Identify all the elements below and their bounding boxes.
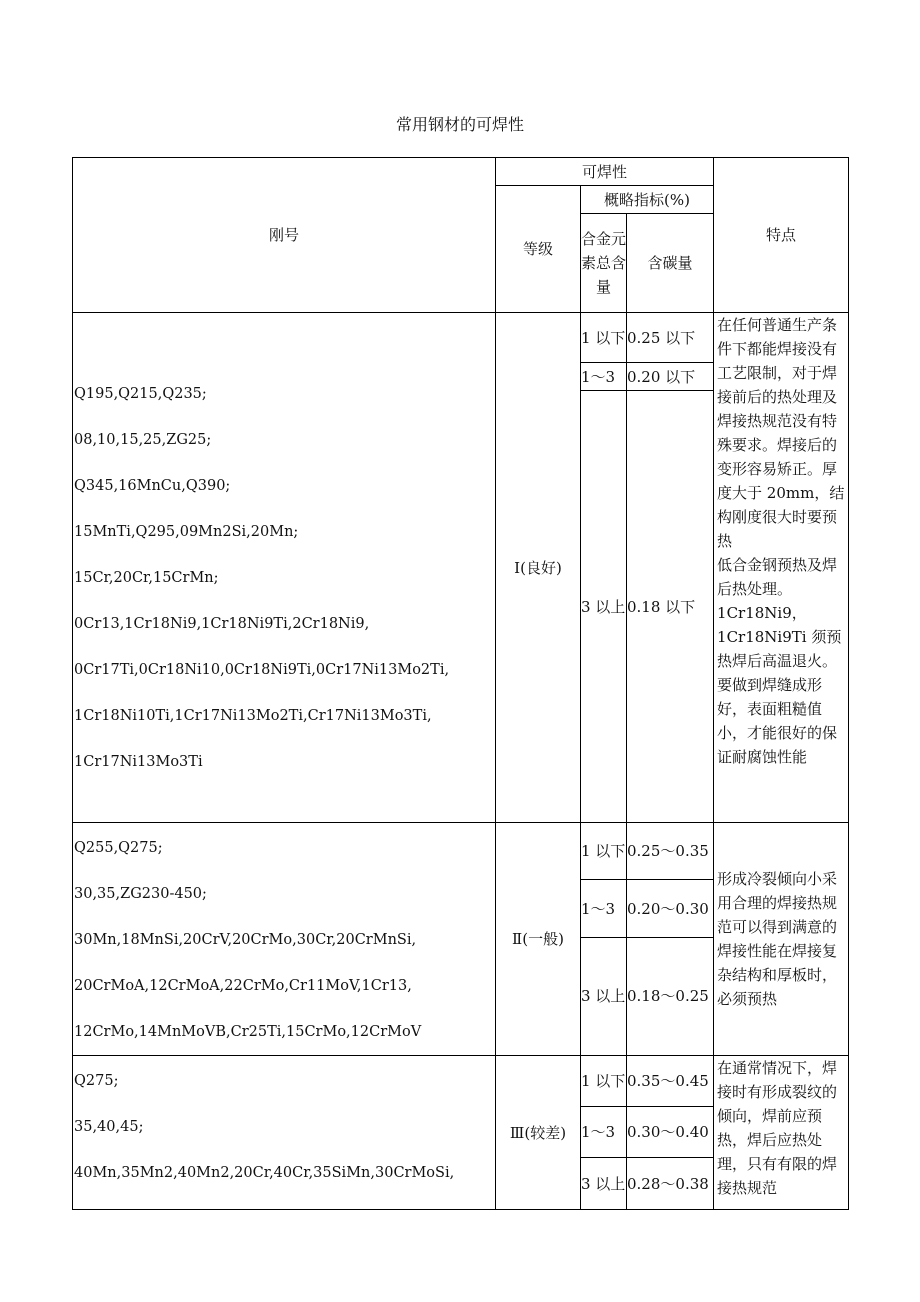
weldability-table bbox=[72, 157, 849, 1210]
alloy-cell: 1～3 bbox=[581, 1107, 627, 1158]
alloy-cell: 3 以上 bbox=[581, 391, 627, 823]
grade-cell: Ⅲ(较差) bbox=[496, 1056, 581, 1210]
grade-cell: Ⅰ(良好) bbox=[496, 313, 581, 823]
steel-list bbox=[74, 1056, 493, 1196]
features-cell: 形成冷裂倾向小采用合理的焊接热规范可以得到满意的焊接性能在焊接复杂结构和厚板时，必须预热 bbox=[714, 823, 849, 1056]
header-steel: 刚号 bbox=[73, 158, 496, 313]
steel-line: 15MnTi,Q295,09Mn2Si,20Mn; bbox=[74, 524, 299, 540]
steel-line: 0Cr13,1Cr18Ni9,1Cr18Ni9Ti,2Cr18Ni9, bbox=[74, 616, 370, 632]
alloy-cell: 1 以下 bbox=[581, 1056, 627, 1107]
steel-list bbox=[74, 823, 493, 1055]
steel-line: 1Cr17Ni13Mo3Ti bbox=[74, 754, 203, 770]
header-weldability: 可焊性 bbox=[496, 158, 714, 186]
steel-list-cell bbox=[73, 313, 496, 823]
table-row bbox=[73, 313, 849, 363]
alloy-cell: 3 以上 bbox=[581, 937, 627, 1055]
steel-line: Q195,Q215,Q235; bbox=[74, 386, 207, 402]
carbon-cell: 0.35～0.45 bbox=[627, 1056, 714, 1107]
steel-line: 12CrMo,14MnMoVB,Cr25Ti,15CrMo,12CrMoV bbox=[74, 1024, 422, 1040]
carbon-cell: 0.30～0.40 bbox=[627, 1107, 714, 1158]
header-features: 特点 bbox=[714, 158, 849, 313]
steel-line: 30,35,ZG230-450; bbox=[74, 886, 207, 902]
steel-list-cell bbox=[73, 823, 496, 1056]
document-title: 常用钢材的可焊性 bbox=[395, 115, 524, 134]
steel-line: 1Cr18Ni10Ti,1Cr17Ni13Mo2Ti,Cr17Ni13Mo3Ti, bbox=[74, 708, 432, 724]
header-indicators: 概略指标(%) bbox=[581, 186, 714, 214]
alloy-cell: 3 以上 bbox=[581, 1158, 627, 1210]
steel-list bbox=[74, 313, 493, 785]
carbon-cell: 0.20 以下 bbox=[627, 363, 714, 391]
header-carbon: 含碳量 bbox=[627, 214, 714, 313]
table-row bbox=[73, 1056, 849, 1107]
steel-line: Q345,16MnCu,Q390; bbox=[74, 478, 231, 494]
steel-line: 0Cr17Ti,0Cr18Ni10,0Cr18Ni9Ti,0Cr17Ni13Mo2Ti, bbox=[74, 662, 450, 678]
carbon-cell: 0.25 以下 bbox=[627, 313, 714, 363]
features-cell: 在任何普通生产条件下都能焊接没有工艺限制，对于焊接前后的热处理及焊接热规范没有特殊要求。焊接后的变形容易矫正。厚度大于 20mm，结构刚度很大时要预热 低合金钢预热及焊后热处理。 1Cr18Ni9，1Cr18Ni9Ti 须预热焊后高温退火。要做到焊缝成形好，表面粗糙值小，才能很好的保证耐腐蚀性能 bbox=[714, 313, 849, 823]
steel-line: 08,10,15,25,ZG25; bbox=[74, 432, 212, 448]
steel-line: 40Mn,35Mn2,40Mn2,20Cr,40Cr,35SiMn,30CrMoSi, bbox=[74, 1165, 455, 1181]
alloy-cell: 1～3 bbox=[581, 880, 627, 937]
steel-line: 35,40,45; bbox=[74, 1119, 144, 1135]
header-alloy-total: 合金元素总含量 bbox=[581, 214, 627, 313]
carbon-cell: 0.25～0.35 bbox=[627, 823, 714, 880]
header-row-1 bbox=[73, 158, 849, 186]
steel-line: 20CrMoA,12CrMoA,22CrMo,Cr11MoV,1Cr13, bbox=[74, 978, 412, 994]
header-grade: 等级 bbox=[496, 186, 581, 313]
steel-list-cell bbox=[73, 1056, 496, 1210]
steel-line: 15Cr,20Cr,15CrMn; bbox=[74, 570, 219, 586]
alloy-cell: 1～3 bbox=[581, 363, 627, 391]
carbon-cell: 0.28～0.38 bbox=[627, 1158, 714, 1210]
alloy-cell: 1 以下 bbox=[581, 823, 627, 880]
carbon-cell: 0.20～0.30 bbox=[627, 880, 714, 937]
steel-line: 30Mn,18MnSi,20CrV,20CrMo,30Cr,20CrMnSi, bbox=[74, 932, 417, 948]
alloy-cell: 1 以下 bbox=[581, 313, 627, 363]
carbon-cell: 0.18～0.25 bbox=[627, 937, 714, 1055]
carbon-cell: 0.18 以下 bbox=[627, 391, 714, 823]
steel-line: Q275; bbox=[74, 1073, 119, 1089]
features-cell: 在通常情况下，焊接时有形成裂纹的倾向，焊前应预热，焊后应热处理，只有有限的焊接热规范 bbox=[714, 1056, 849, 1210]
table-row bbox=[73, 823, 849, 880]
steel-line: Q255,Q275; bbox=[74, 840, 163, 856]
grade-cell: Ⅱ(一般) bbox=[496, 823, 581, 1056]
